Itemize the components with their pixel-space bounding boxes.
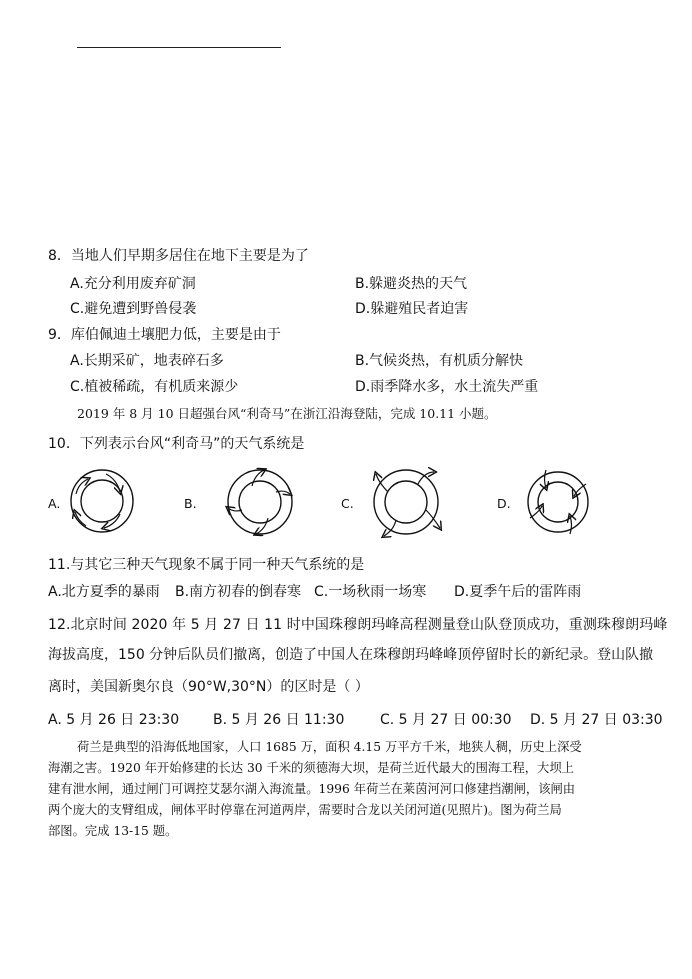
q8-option-a[interactable]: A.充分利用废弃矿洞: [70, 276, 196, 292]
top-rule-line: [77, 47, 281, 48]
q12-option-d[interactable]: D. 5 月 27 日 03:30: [530, 712, 663, 728]
q10-diagram-b[interactable]: [220, 464, 300, 538]
q9-option-d[interactable]: D.雨季降水多，水土流失严重: [355, 379, 539, 395]
netherlands-intro-line2: 海潮之害。1920 年开始修建的长达 30 千米的须德海大坝，是荷兰近代最大的围海工程，大坝上: [48, 761, 574, 775]
q11-option-b[interactable]: B.南方初春的倒春寒: [175, 584, 302, 600]
q12-stem-line1: 12.北京时间 2020 年 5 月 27 日 11 时中国珠穆朗玛峰高程测量登山队登顶成功，重测珠穆朗玛峰: [48, 617, 668, 633]
q10-diagram-a[interactable]: [62, 464, 140, 536]
netherlands-intro-line3: 建有泄水闸，通过闸门可调控艾瑟尔湖入海流量。1996 年荷兰在莱茵河河口修建挡潮闸，该闸由: [48, 782, 576, 796]
typhoon-intro: 2019 年 8 月 10 日超强台风“利奇马”在浙江沿海登陆，完成 10.11 小题。: [77, 406, 497, 421]
q10-diagram-d[interactable]: [520, 462, 596, 538]
q12-option-a[interactable]: A. 5 月 26 日 23:30: [48, 712, 180, 728]
q12-stem-line2: 海拔高度，150 分钟后队员们撤离，创造了中国人在珠穆朗玛峰峰顶停留时长的新纪录。登山队撤: [48, 647, 654, 663]
q8-option-c[interactable]: C.避免遭到野兽侵袭: [70, 301, 197, 317]
q9-option-a[interactable]: A.长期采矿，地表碎石多: [70, 353, 224, 369]
netherlands-intro-line5: 部图。完成 13-15 题。: [48, 824, 178, 838]
q8-option-d[interactable]: D.躲避殖民者迫害: [355, 301, 469, 317]
netherlands-intro-line1: 荷兰是典型的沿海低地国家，人口 1685 万，面积 4.15 万平方千米，地狭人稠，历史上深受: [77, 740, 582, 754]
q10-stem: 10．下列表示台风“利奇马”的天气系统是: [48, 436, 305, 452]
q12-option-c[interactable]: C. 5 月 27 日 00:30: [380, 712, 512, 728]
q10-option-b-label[interactable]: B.: [184, 496, 197, 511]
q10-option-a-label[interactable]: A.: [48, 496, 61, 511]
netherlands-intro-line4: 两个庞大的支臂组成，闸体平时停靠在河道两岸，需要时合龙以关闭河道(见照片)。图为荷兰局: [48, 803, 562, 817]
q10-option-d-label[interactable]: D.: [497, 496, 511, 511]
q8-option-b[interactable]: B.躲避炎热的天气: [355, 276, 468, 292]
q9-option-b[interactable]: B.气候炎热，有机质分解快: [355, 353, 524, 369]
q12-stem-line3: 离时，美国新奥尔良（90°W,30°N）的区时是（ ）: [48, 679, 369, 695]
q11-option-a[interactable]: A.北方夏季的暴雨: [48, 584, 160, 600]
q8-stem: 8．当地人们早期多居住在地下主要是为了: [48, 248, 309, 264]
q11-stem: 11.与其它三种天气现象不属于同一种天气系统的是: [48, 557, 365, 573]
q9-stem: 9．库伯佩迪土壤肥力低，主要是由于: [48, 327, 281, 343]
q10-diagram-c[interactable]: [366, 462, 450, 540]
q9-option-c[interactable]: C.植被稀疏，有机质来源少: [70, 379, 239, 395]
q11-option-d[interactable]: D.夏季午后的雷阵雨: [454, 584, 582, 600]
q11-option-c[interactable]: C.一场秋雨一场寒: [314, 584, 427, 600]
q12-option-b[interactable]: B. 5 月 26 日 11:30: [213, 712, 345, 728]
q10-option-c-label[interactable]: C.: [341, 496, 354, 511]
